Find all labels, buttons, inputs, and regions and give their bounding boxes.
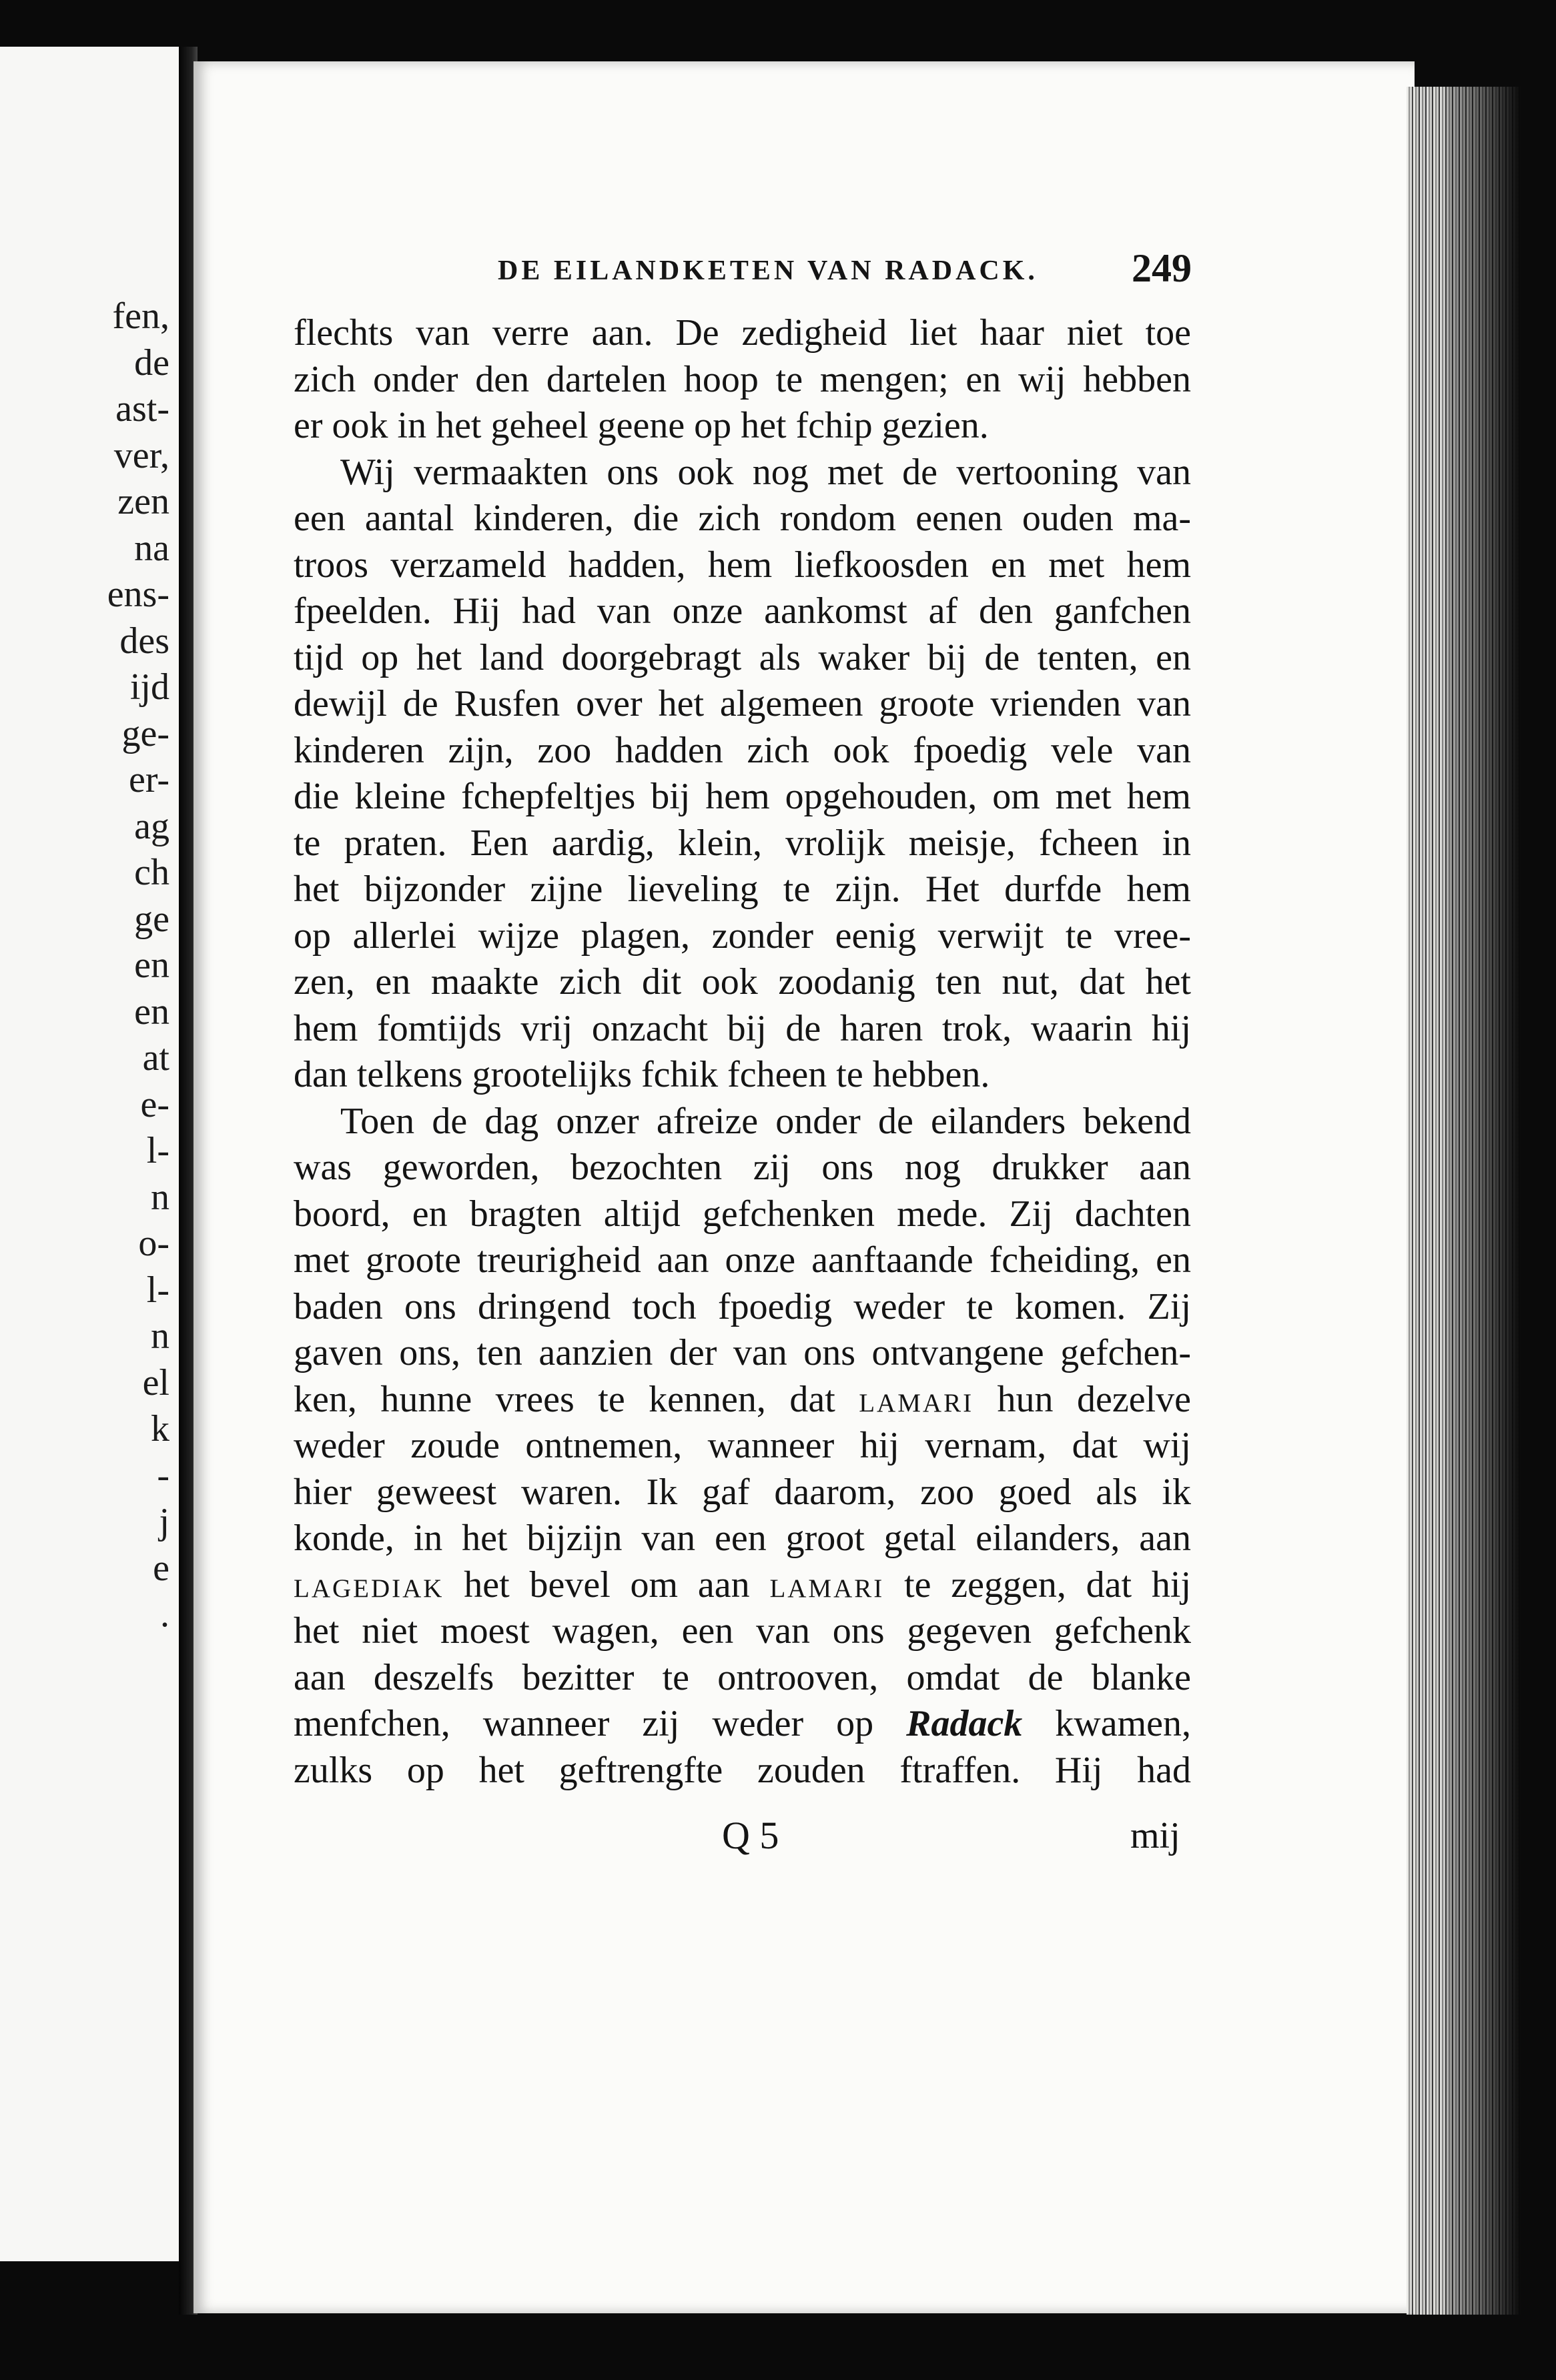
text-line: met groote treurigheid aan onze aanftaande fcheiding, en: [294, 1239, 1191, 1281]
text-line: het niet moest wagen, een van ons gegeven gefchenk: [294, 1610, 1191, 1652]
left-edge-word: -: [157, 1454, 169, 1496]
text-line: was geworden, bezochten zij ons nog drukker aan: [294, 1147, 1191, 1188]
left-edge-word: ast-: [115, 388, 169, 430]
text-line: boord, en bragten altijd gefchenken mede. Zij dachten: [294, 1193, 1191, 1235]
text-line: flechts van verre aan. De zedigheid liet haar niet toe: [294, 312, 1191, 354]
text-line: Toen de dag onzer afreize onder de eilanders bekend: [340, 1100, 1191, 1142]
left-page-edge-words: [89, 293, 169, 1638]
left-edge-word: k: [151, 1408, 169, 1449]
left-edge-word: de: [134, 342, 169, 384]
page-edge-stack: [1407, 87, 1540, 2315]
text-line: konde, in het bijzijn van een groot getal eilanders, aan: [294, 1518, 1191, 1559]
text-line: hem fomtijds vrij onzacht bij de haren trok, waarin hij: [294, 1007, 1191, 1049]
left-edge-word: zen: [117, 481, 169, 522]
left-edge-word: na: [134, 527, 169, 569]
text-line: een aantal kinderen, die zich rondom eenen ouden ma-: [294, 498, 1191, 539]
left-edge-word: ijd: [129, 666, 169, 708]
left-edge-word: l-: [146, 1130, 169, 1171]
left-edge-word: l-: [146, 1269, 169, 1311]
text-line: hier geweest waren. Ik gaf daarom, zoo goed als ik: [294, 1471, 1191, 1513]
text-line: fpeelden. Hij had van onze aankomst af den ganfchen: [294, 590, 1191, 632]
person-name: lamari: [769, 1564, 885, 1606]
left-edge-word: o-: [138, 1223, 169, 1264]
text-line: tijd op het land doorgebragt als waker bij de tenten, en: [294, 636, 1191, 678]
left-edge-word: at: [142, 1037, 169, 1079]
text-line: zulks op het geftrengfte zouden ftraffen. Hij had: [294, 1749, 1191, 1791]
person-name: lagediak: [294, 1564, 444, 1606]
text-line: op allerlei wijze plagen, zonder eenig verwijt te vree-: [294, 915, 1191, 957]
text-line: menfchen, wanneer zij weder op Radack kwamen,: [294, 1703, 1191, 1744]
running-head: [498, 245, 1192, 299]
signature-mark: Q 5: [722, 1814, 779, 1857]
text-line: dan telkens grootelijks fchik fcheen te hebben.: [294, 1054, 990, 1095]
catchword: mij: [1130, 1815, 1180, 1856]
text-line: zich onder den dartelen hoop te mengen; en wij hebben: [294, 358, 1191, 400]
left-edge-word: ge: [134, 898, 169, 940]
left-edge-word: el: [142, 1361, 169, 1403]
text-line: kinderen zijn, zoo hadden zich ook fpoedig vele van: [294, 729, 1191, 771]
left-edge-word: n: [151, 1315, 169, 1357]
text-line: lagediak het bevel om aan lamari te zeggen, dat hij: [294, 1564, 1191, 1606]
body-text: [294, 310, 1191, 1794]
text-line: zen, en maakte zich dit ook zoodanig ten nut, dat het: [294, 961, 1191, 1003]
text-line: troos verzameld hadden, hem liefkoosden en met hem: [294, 544, 1191, 586]
left-edge-word: ag: [134, 805, 169, 847]
text-line: ken, hunne vrees te kennen, dat lamari hun dezelve: [294, 1378, 1191, 1420]
text-line: Wij vermaakten ons ook nog met de vertooning van: [340, 451, 1191, 493]
left-edge-word: ens-: [107, 574, 169, 615]
left-edge-word: des: [119, 620, 169, 662]
left-edge-word: e: [153, 1547, 169, 1589]
left-edge-word: n: [151, 1176, 169, 1218]
left-edge-word: ge-: [121, 712, 169, 754]
text-line: te praten. Een aardig, klein, vrolijk meisje, fcheen in: [294, 822, 1191, 864]
text-line: er ook in het geheel geene op het fchip gezien.: [294, 405, 989, 446]
left-facing-page: [0, 47, 183, 2261]
text-line: aan deszelfs bezitter te ontrooven, omdat de blanke: [294, 1656, 1191, 1698]
running-title: DE EILANDKETEN VAN RADACK.: [498, 255, 1038, 286]
person-name: lamari: [859, 1378, 974, 1420]
left-edge-word: en: [134, 945, 169, 986]
left-edge-word: ver,: [113, 434, 169, 476]
text-line: gaven ons, ten aanzien der van ons ontvangene gefchen-: [294, 1332, 1191, 1373]
place-name: Radack: [906, 1703, 1023, 1744]
text-line: baden ons dringend toch fpoedig weder te komen. Zij: [294, 1285, 1191, 1327]
left-edge-word: e-: [140, 1083, 169, 1125]
left-edge-word: j: [159, 1501, 169, 1542]
left-edge-word: .: [160, 1594, 169, 1635]
left-edge-word: fen,: [112, 295, 169, 337]
text-line: die kleine fchepfeltjes bij hem opgehouden, om met hem: [294, 776, 1191, 817]
left-edge-word: en: [134, 991, 169, 1033]
text-line: dewijl de Rusfen over het algemeen groote vrienden van: [294, 683, 1191, 724]
left-edge-word: ch: [134, 852, 169, 893]
left-edge-word: er-: [128, 759, 169, 800]
text-line: het bijzonder zijne lieveling te zijn. Het durfde hem: [294, 868, 1191, 910]
text-line: weder zoude ontnemen, wanneer hij vernam, dat wij: [294, 1425, 1191, 1466]
page-number: 249: [1132, 246, 1192, 290]
